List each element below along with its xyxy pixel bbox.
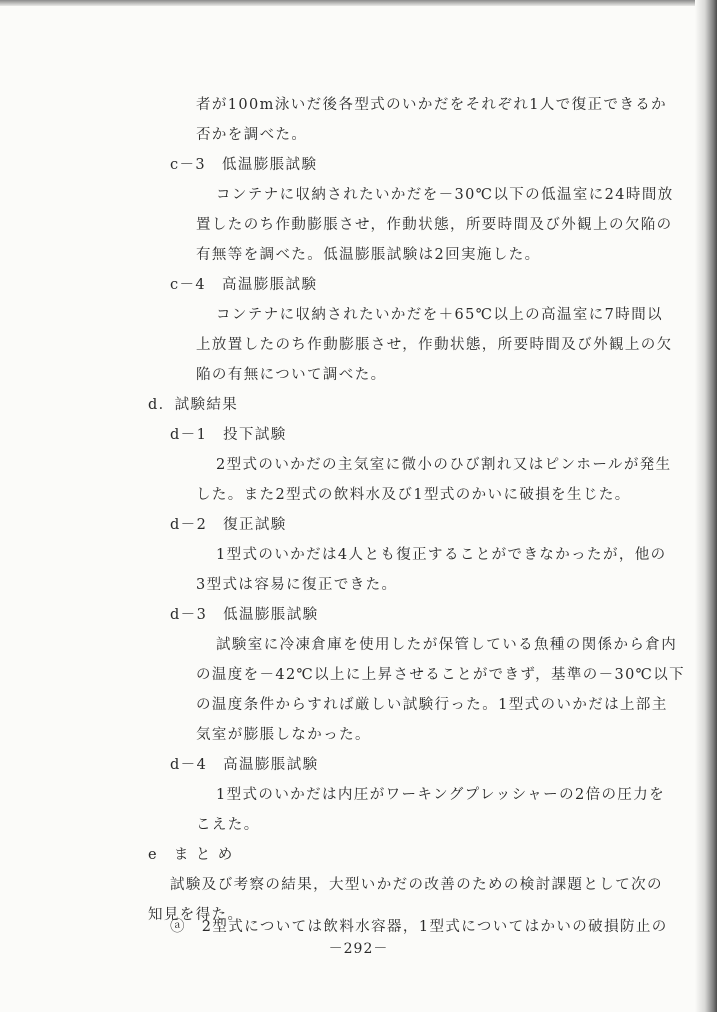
- text-line: 気室が膨脹しなかった。: [196, 727, 371, 743]
- text-line: 1型式のいかだは4人とも復正することができなかったが，他の: [216, 547, 667, 563]
- subsection-heading: d－4 高温膨脹試験: [170, 757, 319, 773]
- text-line: コンテナに収納されたいかだを＋65℃以上の高温室に7時間以: [216, 307, 663, 323]
- subsection-heading: c－3 低温膨脹試験: [170, 157, 318, 173]
- text-line: 1型式のいかだは内圧がワーキングプレッシャーの2倍の圧力を: [216, 787, 666, 803]
- subsection-heading: d－1 投下試験: [170, 427, 287, 443]
- section-heading: d．試験結果: [148, 397, 239, 413]
- text-line: 否かを調べた。: [196, 127, 308, 143]
- text-line: 知見を得た。: [148, 907, 244, 923]
- text-line: 陥の有無について調べた。: [196, 367, 387, 383]
- text-line: 2型式のいかだの主気室に微小のひび割れ又はピンホールが発生: [216, 457, 672, 473]
- text-line: 有無等を調べた。低温膨脹試験は2回実施した。: [196, 247, 541, 263]
- list-item: ⓐ 2型式については飲料水容器，1型式についてはかいの破損防止の: [170, 919, 668, 935]
- text-line: こえた。: [196, 817, 260, 833]
- text-line: した。また2型式の飲料水及び1型式のかいに破損を生じた。: [196, 487, 631, 503]
- text-line: 試験室に冷凍倉庫を使用したが保管している魚種の関係から倉内: [216, 637, 678, 653]
- text-line: 上放置したのち作動膨脹させ，作動状態，所要時間及び外観上の欠: [196, 337, 673, 353]
- text-line: 試験及び考察の結果，大型いかだの改善のための検討課題として次の: [170, 877, 663, 893]
- text-line: の温度条件からすれば厳しい試験行った。1型式のいかだは上部主: [196, 697, 668, 713]
- text-line: コンテナに収納されたいかだを－30℃以下の低温室に24時間放: [216, 187, 674, 203]
- subsection-heading: d－3 低温膨脹試験: [170, 607, 319, 623]
- text-line: 3型式は容易に復正できた。: [196, 577, 398, 593]
- subsection-heading: d－2 復正試験: [170, 517, 287, 533]
- scan-shadow-right: [695, 0, 717, 1012]
- text-line: 者が100m泳いだ後各型式のいかだをそれぞれ1人で復正できるか: [196, 97, 668, 113]
- text-line: 置したのち作動膨脹させ，作動状態，所要時間及び外観上の欠陥の: [196, 217, 673, 233]
- page-number: －292－: [328, 941, 389, 957]
- section-heading: e ま と め: [148, 847, 234, 863]
- subsection-heading: c－4 高温膨脹試験: [170, 277, 318, 293]
- scan-shadow-top: [0, 0, 717, 6]
- text-line: の温度を－42℃以上に上昇させることができず，基準の－30℃以下: [196, 667, 686, 683]
